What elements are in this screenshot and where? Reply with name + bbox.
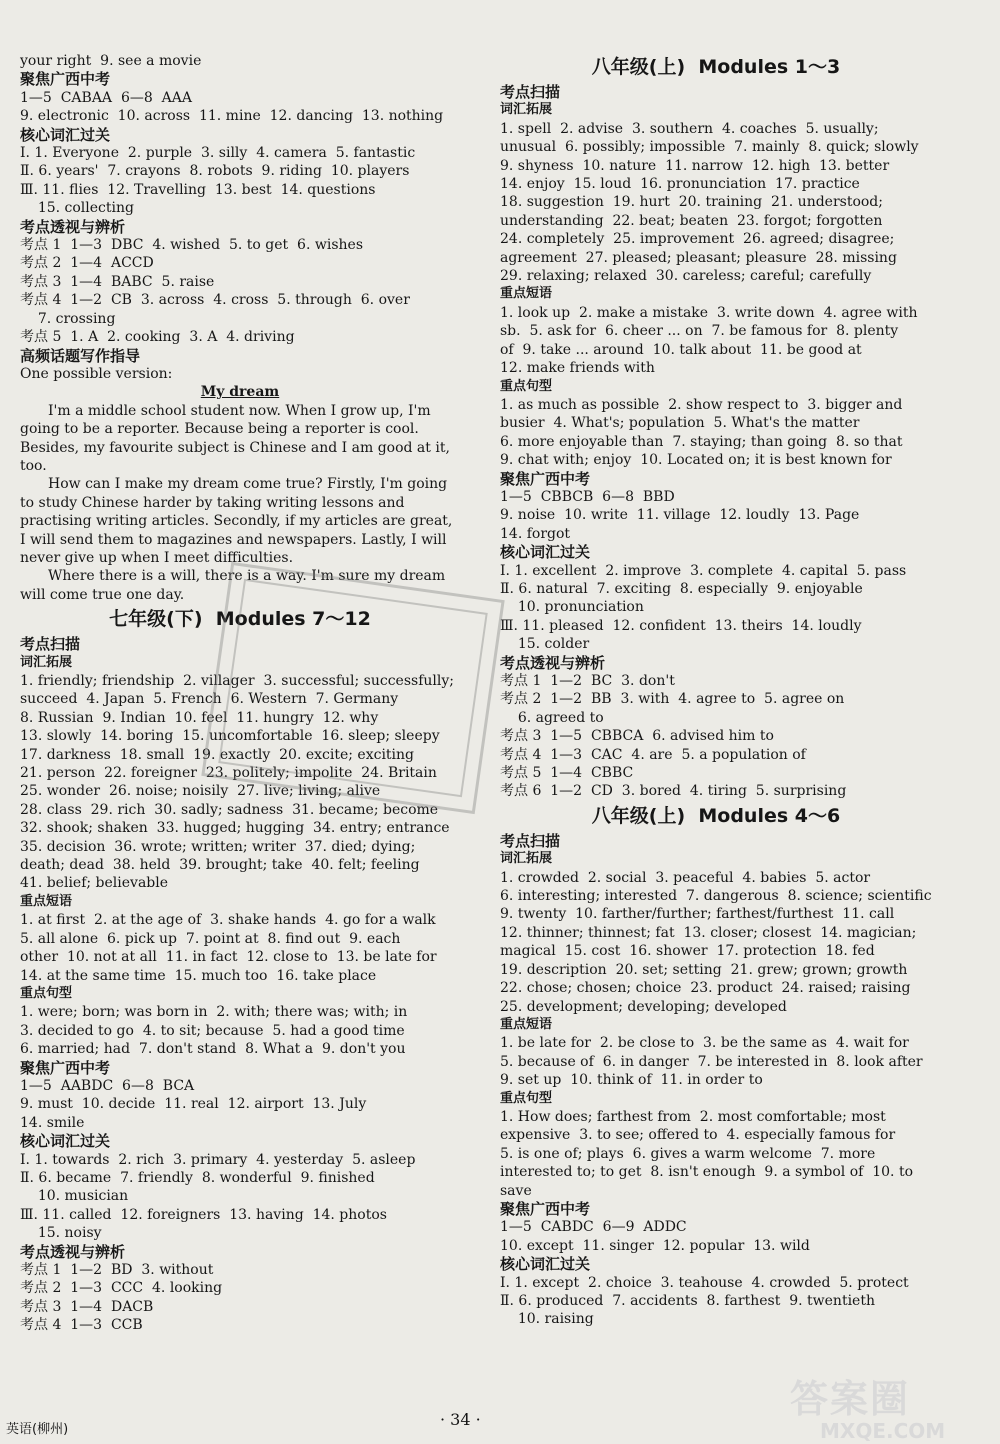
answer-line: 5. all alone 6. pick up 7. point at 8. find out 9. each (20, 930, 401, 947)
answer-line: 考点 4 1—3 CAC 4. are 5. a population of (500, 746, 806, 763)
answer-line: 25. development; developing; developed (500, 998, 787, 1015)
answer-line: 14. enjoy 15. loud 16. pronunciation 17. practice (500, 176, 860, 193)
answer-line: 18. suggestion 19. hurt 20. training 21. understood; (500, 194, 883, 211)
section-heading: 核心词汇过关 (20, 125, 111, 144)
answer-line: Ⅲ. 11. flies 12. Travelling 13. best 14. questions (20, 181, 376, 198)
answer-line: Ⅲ. 11. pleased 12. confident 13. theirs 14. loudly (500, 617, 862, 634)
answer-line: 6. agreed to (500, 709, 604, 726)
right-column (500, 52, 932, 1329)
answer-line: 10. pronunciation (500, 599, 644, 616)
answer-line: 1. crowded 2. social 3. peaceful 4. babies 5. actor (500, 869, 871, 886)
essay-paragraph: I'm a middle school student now. When I grow up, I'm going to be a reporter. Because being a reporter is cool. Besides, my favourite subject is Chinese and I am good at it, too. (20, 402, 455, 474)
answer-line: Ⅰ. 1. towards 2. rich 3. primary 4. yesterday 5. asleep (20, 1151, 416, 1168)
answer-line: expensive 3. to see; offered to 4. especially famous for (500, 1127, 896, 1144)
answer-line: 考点 2 1—4 ACCD (20, 255, 154, 272)
answer-line: 1. be late for 2. be close to 3. be the same as 4. wait for (500, 1035, 909, 1052)
answer-line: 考点 5 1. A 2. cooking 3. A 4. driving (20, 329, 295, 346)
answer-line: 6. married; had 7. don't stand 8. What a 9. don't you (20, 1041, 406, 1058)
section-heading: 考点扫描 (20, 635, 81, 654)
section-heading: 聚焦广西中考 (20, 70, 111, 89)
subsection-heading: 词汇拓展 (500, 851, 553, 867)
section-heading: 八年级(上) Modules 1～3 (591, 56, 841, 78)
answer-line: 考点 6 1—2 CD 3. bored 4. tiring 5. surprising (500, 783, 847, 800)
answer-line: 13. slowly 14. boring 15. uncomfortable 16. sleep; sleepy (20, 728, 440, 745)
watermark-url: MXQE.COM (820, 1419, 946, 1443)
section-heading: 核心词汇过关 (500, 543, 591, 562)
subsection-heading: 重点短语 (500, 286, 553, 302)
answer-line: 12. make friends with (500, 360, 655, 377)
answer-line: 14. smile (20, 1114, 85, 1131)
answer-line: unusual 6. possibly; impossible 7. mainly 8. quick; slowly (500, 139, 919, 156)
answer-line: busier 4. What's; population 5. What's the matter (500, 415, 860, 432)
answer-line: 22. chose; chosen; choice 23. product 24. raised; raising (500, 980, 911, 997)
answer-line: 25. wonder 26. noise; noisily 27. live; living; alive (20, 783, 381, 800)
section-heading: 七年级(下) Modules 7～12 (109, 608, 371, 631)
answer-line: 21. person 22. foreigner 23. politely; impolite 24. Britain (20, 765, 437, 782)
answer-line: 3. decided to go 4. to sit; because 5. had a good time (20, 1022, 405, 1039)
answer-line: interested to; to get 8. isn't enough 9. a symbol of 10. to (500, 1164, 913, 1181)
answer-line: Ⅰ. 1. excellent 2. improve 3. complete 4. capital 5. pass (500, 562, 907, 579)
answer-line: succeed 4. Japan 5. French 6. Western 7. Germany (20, 691, 399, 708)
answer-line: 1—5 AABDC 6—8 BCA (20, 1077, 195, 1094)
subsection-heading: 重点句型 (500, 1090, 553, 1106)
answer-line: 考点 3 1—4 BABC 5. raise (20, 273, 215, 290)
answer-line: 19. description 20. set; setting 21. grew; grown; growth (500, 961, 908, 978)
answer-line: 24. completely 25. improvement 26. agreed; disagree; (500, 231, 895, 248)
section-heading: 聚焦广西中考 (20, 1058, 111, 1077)
answer-line: 1—5 CABAA 6—8 AAA (20, 89, 192, 106)
answer-line: 29. relaxing; relaxed 30. careless; careful; carefully (500, 268, 872, 285)
answer-line: Ⅱ. 6. produced 7. accidents 8. farthest 9. twentieth (500, 1293, 875, 1309)
essay-title: My dream (200, 384, 280, 401)
answer-line: 9. electronic 10. across 11. mine 12. dancing 13. nothing (20, 108, 444, 125)
answer-line: sb. 5. ask for 6. cheer ... on 7. be famous for 8. plenty (500, 323, 899, 340)
subsection-heading: 重点句型 (500, 378, 553, 394)
answer-line: 6. more enjoyable than 7. staying; than going 8. so that (500, 433, 903, 450)
answer-line: 5. is one of; plays 6. gives a warm welcome 7. more (500, 1145, 876, 1162)
answer-line: 41. belief; believable (20, 875, 169, 892)
answer-line: 考点 1 1—3 DBC 4. wished 5. to get 6. wishes (20, 237, 363, 254)
answer-line: 考点 5 1—4 CBBC (500, 765, 634, 782)
footer-subject: 英语(柳州) (6, 1422, 69, 1437)
answer-line: agreement 27. pleased; pleasant; pleasure 28. missing (500, 249, 897, 266)
watermark-text: 答案圈 (790, 1377, 911, 1421)
subsection-heading: 词汇拓展 (500, 102, 553, 118)
answer-line: Ⅰ. 1. except 2. choice 3. teahouse 4. crowded 5. protect (500, 1274, 909, 1291)
answer-line: 考点 2 1—2 BB 3. with 4. agree to 5. agree on (500, 691, 845, 708)
answer-line: 6. interesting; interested 7. dangerous 8. science; scientific (500, 888, 932, 905)
answer-line: 考点 3 1—4 DACB (20, 1298, 154, 1315)
section-heading: 考点扫描 (500, 83, 561, 101)
section-heading: 聚焦广西中考 (500, 1199, 591, 1218)
answer-line: 35. decision 36. wrote; written; writer 37. died; dying; (20, 838, 416, 855)
essay-paragraph: Where there is a will, there is a way. I'm sure my dream will come true one day. (20, 568, 450, 603)
answer-line: 考点 2 1—3 CCC 4. looking (20, 1280, 223, 1297)
answer-line: 1—5 CABDC 6—9 ADDC (500, 1219, 687, 1236)
answer-line: 考点 1 1—2 BD 3. without (20, 1262, 214, 1278)
answer-line: 9. noise 10. write 11. village 12. loudly 13. Page (500, 507, 860, 524)
section-heading: 八年级(上) Modules 4～6 (591, 804, 841, 827)
page-number: · 34 · (440, 1410, 481, 1429)
answer-line: 10. except 11. singer 12. popular 13. wild (500, 1237, 810, 1254)
section-heading: 考点扫描 (500, 831, 561, 850)
answer-line: 17. darkness 18. small 19. exactly 20. excite; exciting (20, 746, 415, 763)
answer-line: 14. forgot (500, 525, 571, 542)
answer-line: 1. look up 2. make a mistake 3. write down 4. agree with (500, 304, 918, 321)
section-heading: 考点透视与辨析 (20, 1242, 126, 1261)
answer-line: 1—5 CBBCB 6—8 BBD (500, 488, 675, 505)
answer-line: 考点 3 1—5 CBBCA 6. advised him to (500, 728, 774, 745)
answer-line: of 9. take ... around 10. talk about 11. be good at (500, 341, 862, 358)
answer-line: Ⅲ. 11. called 12. foreigners 13. having 14. photos (20, 1206, 387, 1223)
subsection-heading: 重点短语 (20, 893, 73, 909)
answer-line: 9. twenty 10. farther/further; farthest/furthest 11. call (500, 906, 895, 923)
section-heading: 考点透视与辨析 (20, 217, 126, 236)
answer-line: 1. as much as possible 2. show respect to 3. bigger and (500, 396, 903, 413)
answer-line: 12. thinner; thinnest; fat 13. closer; closest 14. magician; (500, 924, 917, 941)
left-column (20, 52, 460, 1335)
section-heading: 聚焦广西中考 (500, 469, 591, 488)
answer-line: 9. must 10. decide 11. real 12. airport 13. July (20, 1096, 367, 1113)
answer-line: Ⅱ. 6. became 7. friendly 8. wonderful 9. finished (20, 1169, 375, 1186)
answer-line: 10. musician (20, 1188, 129, 1205)
answer-line: save (500, 1182, 532, 1199)
answer-line: magical 15. cost 16. shower 17. protection 18. fed (500, 943, 875, 960)
answer-line: 8. Russian 9. Indian 10. feel 11. hungry 12. why (20, 709, 379, 726)
answer-line: other 10. not at all 11. in fact 12. close to 13. be late for (20, 949, 437, 966)
answer-line: your right 9. see a movie (20, 53, 202, 69)
answer-line: 1. were; born; was born in 2. with; there was; with; in (20, 1004, 408, 1021)
section-heading: 考点透视与辨析 (500, 653, 606, 672)
answer-line: 32. shook; shaken 33. hugged; hugging 34. entry; entrance (20, 820, 450, 837)
answer-line: death; dead 38. held 39. brought; take 40. felt; feeling (20, 857, 420, 874)
answer-line: 10. raising (500, 1311, 594, 1328)
answer-line: 7. crossing (20, 310, 116, 327)
answer-line: 15. noisy (20, 1225, 102, 1242)
answer-line: 1. How does; farthest from 2. most comfortable; most (500, 1108, 886, 1125)
subsection-heading: 重点句型 (20, 985, 73, 1001)
answer-line: understanding 22. beat; beaten 23. forgot; forgotten (500, 212, 883, 229)
answer-line: Ⅰ. 1. Everyone 2. purple 3. silly 4. camera 5. fantastic (20, 145, 416, 162)
answer-line: 1. spell 2. advise 3. southern 4. coaches 5. usually; (500, 120, 879, 137)
answer-line: 28. class 29. rich 30. sadly; sadness 31. became; become (20, 801, 439, 818)
answer-line: Ⅱ. 6. natural 7. exciting 8. especially 9. enjoyable (500, 580, 863, 597)
answer-line: 1. friendly; friendship 2. villager 3. successful; successfully; (20, 673, 454, 689)
answer-line: 14. at the same time 15. much too 16. take place (20, 967, 377, 984)
answer-line: 1. at first 2. at the age of 3. shake hands 4. go for a walk (20, 912, 436, 929)
answer-line: 考点 1 1—2 BC 3. don't (500, 673, 675, 689)
answer-line: One possible version: (20, 365, 173, 382)
essay-paragraph: How can I make my dream come true? Firstly, I'm going to study Chinese harder by taking writing lessons and practising writing articles. Secondly, if my articles are great, I will send them to magazines and newspapers. Lastly, I will never give up when I meet difficulties. (20, 476, 457, 566)
watermark-logo (790, 1368, 945, 1443)
answer-line: 5. because of 6. in danger 7. be interested in 8. look after (500, 1053, 923, 1070)
subsection-heading: 词汇拓展 (20, 654, 73, 670)
answer-line: 考点 4 1—2 CB 3. across 4. cross 5. through 6. over (20, 292, 410, 309)
answer-line: 9. chat with; enjoy 10. Located on; it is best known for (500, 452, 892, 469)
answer-line: Ⅱ. 6. years' 7. crayons 8. robots 9. riding 10. players (20, 163, 410, 180)
answer-line: 15. colder (500, 636, 590, 653)
answer-line: 考点 4 1—3 CCB (20, 1317, 143, 1334)
answer-line: 9. set up 10. think of 11. in order to (500, 1072, 763, 1089)
section-heading: 核心词汇过关 (500, 1255, 591, 1274)
subsection-heading: 重点短语 (500, 1016, 553, 1032)
section-heading: 核心词汇过关 (20, 1132, 111, 1151)
answer-line: 15. collecting (20, 200, 134, 217)
answer-line: 9. shyness 10. nature 11. narrow 12. high 13. better (500, 157, 890, 174)
section-heading: 高频话题写作指导 (20, 346, 141, 365)
